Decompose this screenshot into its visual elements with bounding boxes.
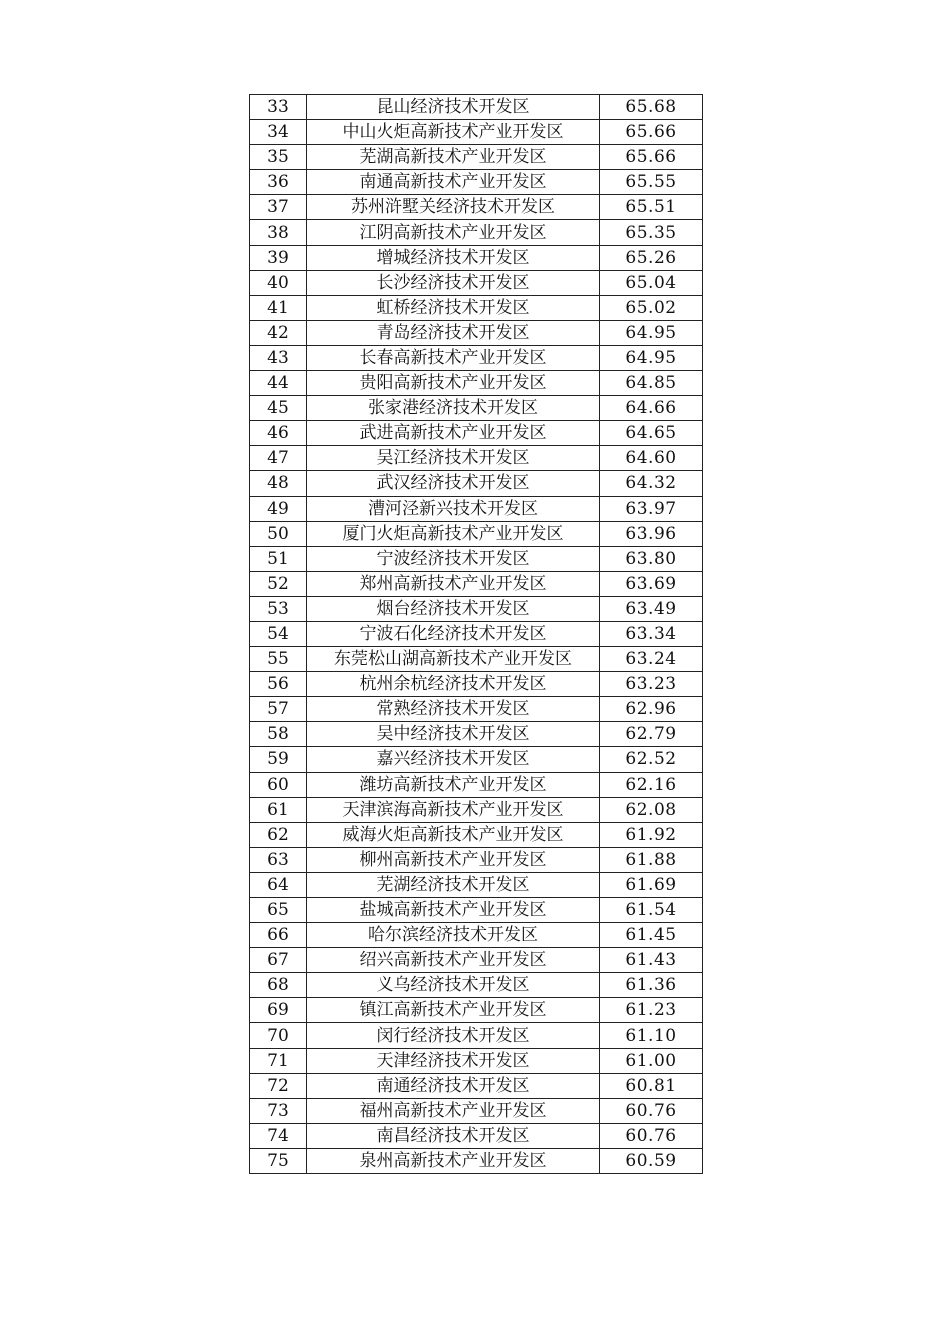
score-cell: 63.97 xyxy=(600,496,703,521)
zone-name-cell: 义乌经济技术开发区 xyxy=(307,973,600,998)
score-cell: 64.60 xyxy=(600,446,703,471)
rank-cell: 45 xyxy=(250,396,307,421)
rank-cell: 70 xyxy=(250,1023,307,1048)
score-cell: 65.55 xyxy=(600,170,703,195)
table-row xyxy=(250,120,703,145)
rank-cell: 69 xyxy=(250,998,307,1023)
score-cell: 62.08 xyxy=(600,797,703,822)
zone-name-cell: 吴江经济技术开发区 xyxy=(307,446,600,471)
score-cell: 61.88 xyxy=(600,847,703,872)
table-row xyxy=(250,722,703,747)
score-cell: 61.10 xyxy=(600,1023,703,1048)
score-cell: 65.26 xyxy=(600,245,703,270)
score-cell: 61.45 xyxy=(600,923,703,948)
rank-cell: 39 xyxy=(250,245,307,270)
rank-cell: 74 xyxy=(250,1123,307,1148)
score-cell: 60.76 xyxy=(600,1123,703,1148)
score-cell: 60.81 xyxy=(600,1073,703,1098)
score-cell: 65.66 xyxy=(600,145,703,170)
zone-name-cell: 烟台经济技术开发区 xyxy=(307,596,600,621)
score-cell: 61.00 xyxy=(600,1048,703,1073)
table-row xyxy=(250,822,703,847)
zone-name-cell: 天津经济技术开发区 xyxy=(307,1048,600,1073)
table-row xyxy=(250,345,703,370)
rank-cell: 64 xyxy=(250,872,307,897)
zone-name-cell: 南通高新技术产业开发区 xyxy=(307,170,600,195)
zone-name-cell: 柳州高新技术产业开发区 xyxy=(307,847,600,872)
score-cell: 65.68 xyxy=(600,95,703,120)
zone-name-cell: 福州高新技术产业开发区 xyxy=(307,1098,600,1123)
zone-name-cell: 宁波石化经济技术开发区 xyxy=(307,621,600,646)
rank-cell: 37 xyxy=(250,195,307,220)
table-row xyxy=(250,371,703,396)
table-row xyxy=(250,421,703,446)
table-row xyxy=(250,295,703,320)
rank-cell: 35 xyxy=(250,145,307,170)
table-row xyxy=(250,270,703,295)
score-cell: 61.92 xyxy=(600,822,703,847)
score-cell: 65.04 xyxy=(600,270,703,295)
rank-cell: 42 xyxy=(250,320,307,345)
zone-name-cell: 武汉经济技术开发区 xyxy=(307,471,600,496)
table-row xyxy=(250,95,703,120)
zone-name-cell: 芜湖经济技术开发区 xyxy=(307,872,600,897)
table-row xyxy=(250,948,703,973)
rank-cell: 47 xyxy=(250,446,307,471)
table-row xyxy=(250,973,703,998)
score-cell: 63.24 xyxy=(600,647,703,672)
rank-cell: 44 xyxy=(250,371,307,396)
zone-name-cell: 南通经济技术开发区 xyxy=(307,1073,600,1098)
zone-name-cell: 泉州高新技术产业开发区 xyxy=(307,1148,600,1173)
rank-cell: 62 xyxy=(250,822,307,847)
rank-cell: 57 xyxy=(250,697,307,722)
rank-cell: 54 xyxy=(250,621,307,646)
table-row xyxy=(250,621,703,646)
score-cell: 65.51 xyxy=(600,195,703,220)
table-row xyxy=(250,1098,703,1123)
rank-cell: 40 xyxy=(250,270,307,295)
table-row xyxy=(250,1023,703,1048)
score-cell: 65.02 xyxy=(600,295,703,320)
rank-cell: 65 xyxy=(250,898,307,923)
score-cell: 64.85 xyxy=(600,371,703,396)
rank-cell: 43 xyxy=(250,345,307,370)
rank-cell: 67 xyxy=(250,948,307,973)
table-row xyxy=(250,998,703,1023)
table-row xyxy=(250,245,703,270)
rank-cell: 33 xyxy=(250,95,307,120)
zone-name-cell: 中山火炬高新技术产业开发区 xyxy=(307,120,600,145)
zone-name-cell: 长沙经济技术开发区 xyxy=(307,270,600,295)
zone-name-cell: 哈尔滨经济技术开发区 xyxy=(307,923,600,948)
zone-name-cell: 威海火炬高新技术产业开发区 xyxy=(307,822,600,847)
rank-cell: 46 xyxy=(250,421,307,446)
score-cell: 64.66 xyxy=(600,396,703,421)
score-cell: 65.66 xyxy=(600,120,703,145)
zone-name-cell: 镇江高新技术产业开发区 xyxy=(307,998,600,1023)
table-row xyxy=(250,1048,703,1073)
zone-name-cell: 江阴高新技术产业开发区 xyxy=(307,220,600,245)
rank-cell: 63 xyxy=(250,847,307,872)
zone-name-cell: 杭州余杭经济技术开发区 xyxy=(307,672,600,697)
rank-cell: 72 xyxy=(250,1073,307,1098)
table-row xyxy=(250,1073,703,1098)
score-cell: 61.23 xyxy=(600,998,703,1023)
rank-cell: 55 xyxy=(250,647,307,672)
zone-name-cell: 吴中经济技术开发区 xyxy=(307,722,600,747)
zone-name-cell: 厦门火炬高新技术产业开发区 xyxy=(307,521,600,546)
table-row xyxy=(250,145,703,170)
score-cell: 65.35 xyxy=(600,220,703,245)
table-row xyxy=(250,396,703,421)
score-cell: 62.16 xyxy=(600,772,703,797)
table-row xyxy=(250,471,703,496)
rank-cell: 73 xyxy=(250,1098,307,1123)
score-cell: 63.34 xyxy=(600,621,703,646)
table-row xyxy=(250,195,703,220)
zone-name-cell: 盐城高新技术产业开发区 xyxy=(307,898,600,923)
score-cell: 63.49 xyxy=(600,596,703,621)
score-cell: 64.95 xyxy=(600,345,703,370)
zone-name-cell: 苏州浒墅关经济技术开发区 xyxy=(307,195,600,220)
zone-name-cell: 贵阳高新技术产业开发区 xyxy=(307,371,600,396)
zone-name-cell: 长春高新技术产业开发区 xyxy=(307,345,600,370)
score-cell: 62.79 xyxy=(600,722,703,747)
table-row xyxy=(250,697,703,722)
table-row xyxy=(250,571,703,596)
score-cell: 63.69 xyxy=(600,571,703,596)
rank-cell: 52 xyxy=(250,571,307,596)
table-row xyxy=(250,546,703,571)
rank-cell: 38 xyxy=(250,220,307,245)
zone-name-cell: 郑州高新技术产业开发区 xyxy=(307,571,600,596)
score-cell: 60.59 xyxy=(600,1148,703,1173)
table-row xyxy=(250,320,703,345)
table-row xyxy=(250,521,703,546)
table-row xyxy=(250,170,703,195)
table-row xyxy=(250,872,703,897)
rank-cell: 75 xyxy=(250,1148,307,1173)
score-cell: 63.80 xyxy=(600,546,703,571)
rank-cell: 51 xyxy=(250,546,307,571)
zone-name-cell: 张家港经济技术开发区 xyxy=(307,396,600,421)
rank-cell: 34 xyxy=(250,120,307,145)
zone-name-cell: 闵行经济技术开发区 xyxy=(307,1023,600,1048)
table-row xyxy=(250,220,703,245)
table-row xyxy=(250,496,703,521)
table-row xyxy=(250,596,703,621)
score-cell: 63.96 xyxy=(600,521,703,546)
rank-cell: 60 xyxy=(250,772,307,797)
table-row xyxy=(250,747,703,772)
zone-name-cell: 昆山经济技术开发区 xyxy=(307,95,600,120)
rank-cell: 50 xyxy=(250,521,307,546)
zone-name-cell: 嘉兴经济技术开发区 xyxy=(307,747,600,772)
zone-name-cell: 虹桥经济技术开发区 xyxy=(307,295,600,320)
table-row xyxy=(250,1148,703,1173)
zone-name-cell: 增城经济技术开发区 xyxy=(307,245,600,270)
rank-cell: 71 xyxy=(250,1048,307,1073)
score-cell: 64.65 xyxy=(600,421,703,446)
score-cell: 60.76 xyxy=(600,1098,703,1123)
table-row xyxy=(250,647,703,672)
zone-name-cell: 芜湖高新技术产业开发区 xyxy=(307,145,600,170)
rank-cell: 53 xyxy=(250,596,307,621)
zone-name-cell: 潍坊高新技术产业开发区 xyxy=(307,772,600,797)
score-cell: 61.43 xyxy=(600,948,703,973)
zone-name-cell: 绍兴高新技术产业开发区 xyxy=(307,948,600,973)
table-row xyxy=(250,898,703,923)
score-cell: 61.54 xyxy=(600,898,703,923)
rank-cell: 36 xyxy=(250,170,307,195)
ranking-table-body xyxy=(250,95,703,1174)
table-row xyxy=(250,847,703,872)
zone-name-cell: 青岛经济技术开发区 xyxy=(307,320,600,345)
zone-name-cell: 天津滨海高新技术产业开发区 xyxy=(307,797,600,822)
table-row xyxy=(250,923,703,948)
score-cell: 63.23 xyxy=(600,672,703,697)
rank-cell: 61 xyxy=(250,797,307,822)
table-row xyxy=(250,797,703,822)
table-row xyxy=(250,446,703,471)
zone-name-cell: 宁波经济技术开发区 xyxy=(307,546,600,571)
rank-cell: 56 xyxy=(250,672,307,697)
ranking-table xyxy=(249,94,703,1174)
table-row xyxy=(250,1123,703,1148)
score-cell: 61.69 xyxy=(600,872,703,897)
rank-cell: 41 xyxy=(250,295,307,320)
score-cell: 62.52 xyxy=(600,747,703,772)
score-cell: 62.96 xyxy=(600,697,703,722)
rank-cell: 58 xyxy=(250,722,307,747)
table-row xyxy=(250,772,703,797)
zone-name-cell: 东莞松山湖高新技术产业开发区 xyxy=(307,647,600,672)
rank-cell: 59 xyxy=(250,747,307,772)
rank-cell: 68 xyxy=(250,973,307,998)
zone-name-cell: 漕河泾新兴技术开发区 xyxy=(307,496,600,521)
table-row xyxy=(250,672,703,697)
rank-cell: 48 xyxy=(250,471,307,496)
score-cell: 64.95 xyxy=(600,320,703,345)
rank-cell: 66 xyxy=(250,923,307,948)
zone-name-cell: 武进高新技术产业开发区 xyxy=(307,421,600,446)
zone-name-cell: 南昌经济技术开发区 xyxy=(307,1123,600,1148)
rank-cell: 49 xyxy=(250,496,307,521)
zone-name-cell: 常熟经济技术开发区 xyxy=(307,697,600,722)
score-cell: 64.32 xyxy=(600,471,703,496)
score-cell: 61.36 xyxy=(600,973,703,998)
